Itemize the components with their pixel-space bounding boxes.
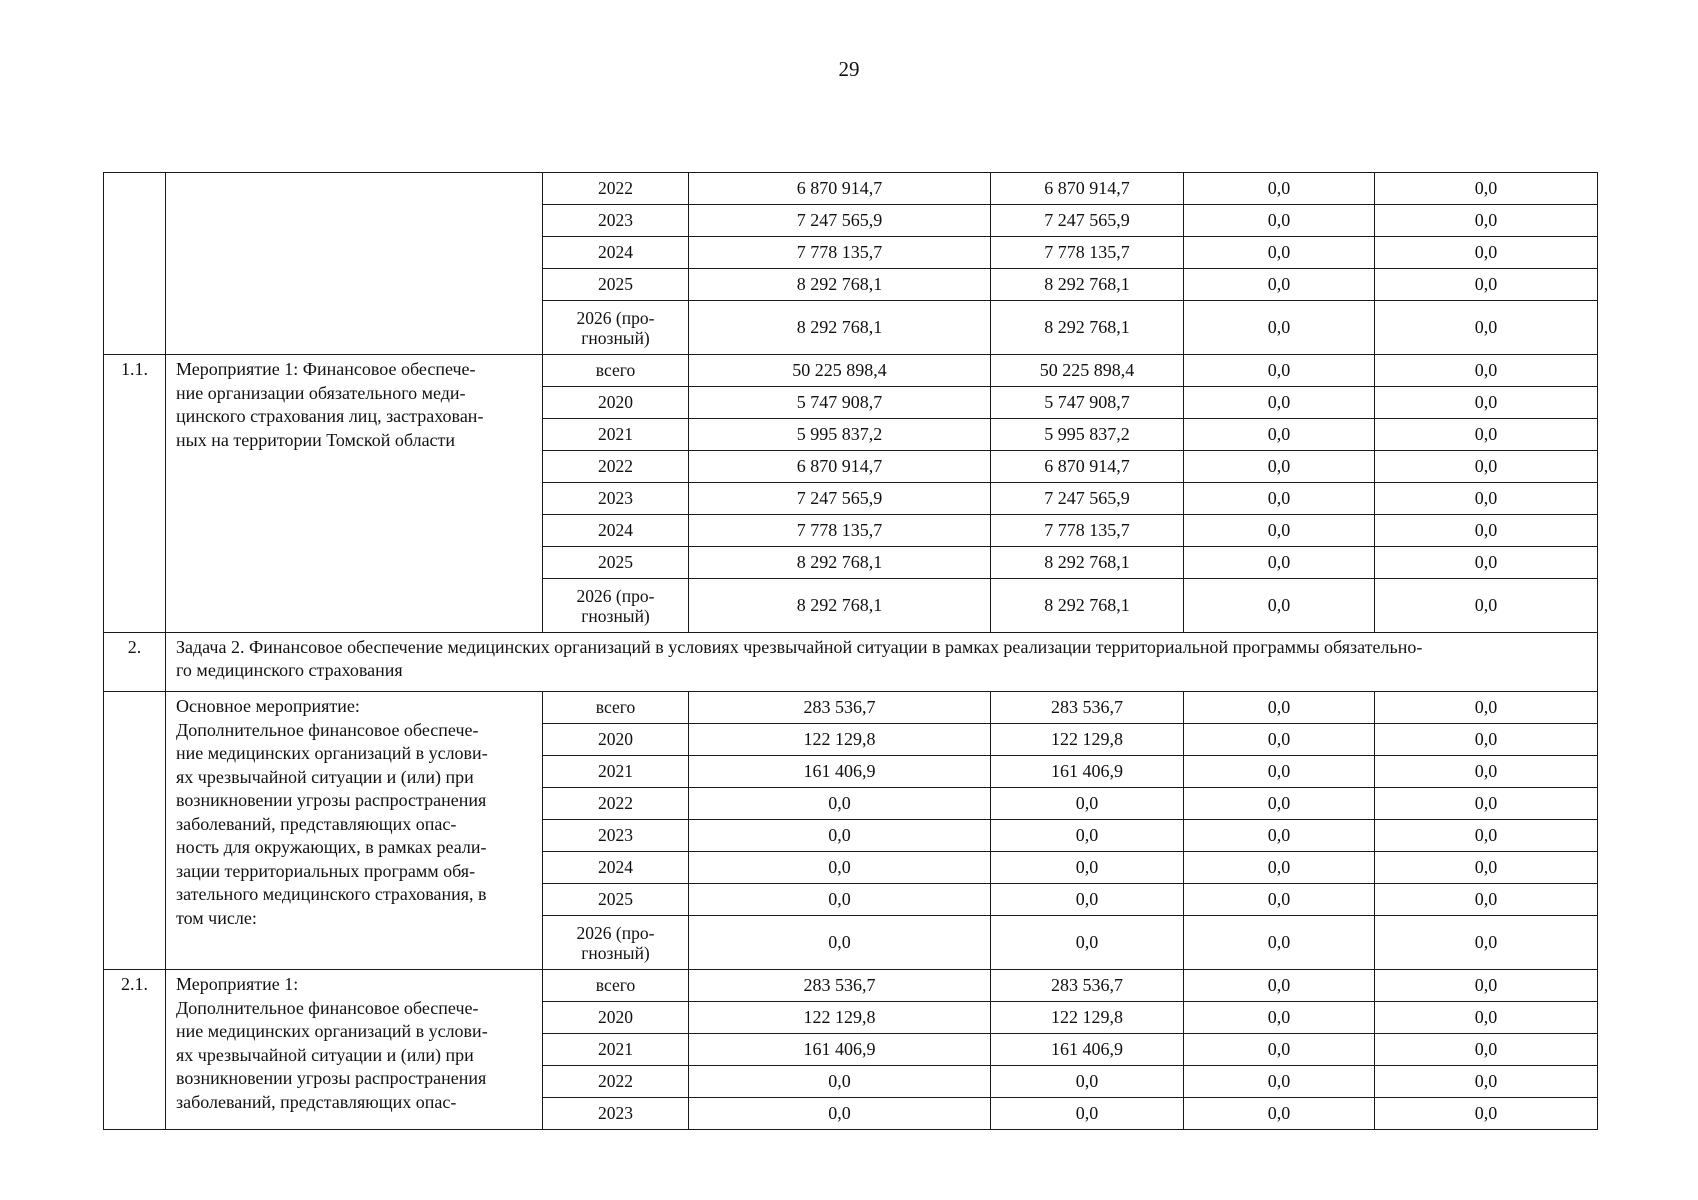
amount-cell-1: 0,0 — [689, 1066, 991, 1098]
year-label: всего — [595, 975, 636, 995]
amount-cell-2: 6 870 914,7 — [991, 451, 1184, 483]
year-label: 2023 — [598, 210, 633, 230]
item-name-line: возникновении угрозы распространения — [176, 790, 487, 810]
year-cell — [543, 884, 689, 916]
year-label: 2026 (про- — [576, 307, 655, 328]
amount-cell-2: 0,0 — [991, 1098, 1184, 1130]
year-label: 2026 (про- — [576, 585, 655, 606]
amount-cell-4: 0,0 — [1375, 1066, 1598, 1098]
amount-cell-4: 0,0 — [1375, 970, 1598, 1002]
amount-cell-3: 0,0 — [1184, 515, 1375, 547]
amount-cell-3: 0,0 — [1184, 579, 1375, 633]
item-name — [166, 970, 543, 1130]
amount-cell-3: 0,0 — [1184, 820, 1375, 852]
amount-cell-4: 0,0 — [1375, 173, 1598, 205]
amount-cell-2: 283 536,7 — [991, 692, 1184, 724]
amount-cell-2: 8 292 768,1 — [991, 579, 1184, 633]
year-label: 2024 — [598, 520, 633, 540]
year-label: 2024 — [598, 242, 633, 262]
year-cell — [543, 1098, 689, 1130]
year-cell — [543, 788, 689, 820]
table-row — [104, 970, 1598, 1002]
task-text-line: го медицинского страхования — [176, 660, 403, 680]
year-label: 2026 (про- — [576, 922, 655, 943]
year-cell — [543, 916, 689, 970]
amount-cell-1: 161 406,9 — [689, 756, 991, 788]
item-number: 1.1. — [104, 355, 166, 633]
item-name-line: зательного медицинского страхования, в — [176, 884, 487, 904]
task-text-line: Задача 2. Финансовое обеспечение медицинских организаций в условиях чрезвычайной ситуации в рамках реализации территориальной программы обязательно- — [176, 637, 1423, 657]
amount-cell-4: 0,0 — [1375, 852, 1598, 884]
amount-cell-3: 0,0 — [1184, 301, 1375, 355]
amount-cell-2: 6 870 914,7 — [991, 173, 1184, 205]
amount-cell-4: 0,0 — [1375, 820, 1598, 852]
task-row — [104, 633, 1598, 692]
amount-cell-4: 0,0 — [1375, 483, 1598, 515]
item-name-line: Мероприятие 1: — [176, 974, 299, 994]
amount-cell-2: 8 292 768,1 — [991, 301, 1184, 355]
amount-cell-4: 0,0 — [1375, 301, 1598, 355]
amount-cell-1: 0,0 — [689, 852, 991, 884]
amount-cell-1: 283 536,7 — [689, 692, 991, 724]
amount-cell-3: 0,0 — [1184, 173, 1375, 205]
amount-cell-4: 0,0 — [1375, 205, 1598, 237]
item-name-line: ях чрезвычайной ситуации и (или) при — [176, 766, 474, 787]
amount-cell-3: 0,0 — [1184, 1098, 1375, 1130]
amount-cell-4: 0,0 — [1375, 237, 1598, 269]
amount-cell-2: 0,0 — [991, 916, 1184, 970]
item-name-line: ние медицинских организаций в услови- — [176, 743, 488, 763]
amount-cell-3: 0,0 — [1184, 884, 1375, 916]
amount-cell-4: 0,0 — [1375, 1098, 1598, 1130]
amount-cell-1: 5 995 837,2 — [689, 419, 991, 451]
amount-cell-2: 161 406,9 — [991, 756, 1184, 788]
amount-cell-3: 0,0 — [1184, 756, 1375, 788]
item-name-line: ях чрезвычайной ситуации и (или) при — [176, 1044, 474, 1065]
year-label: 2021 — [598, 1039, 633, 1059]
year-cell — [543, 173, 689, 205]
amount-cell-4: 0,0 — [1375, 756, 1598, 788]
amount-cell-1: 7 247 565,9 — [689, 483, 991, 515]
amount-cell-4: 0,0 — [1375, 547, 1598, 579]
amount-cell-3: 0,0 — [1184, 724, 1375, 756]
amount-cell-2: 0,0 — [991, 1066, 1184, 1098]
amount-cell-3: 0,0 — [1184, 916, 1375, 970]
amount-cell-1: 161 406,9 — [689, 1034, 991, 1066]
amount-cell-1: 0,0 — [689, 1098, 991, 1130]
amount-cell-1: 8 292 768,1 — [689, 269, 991, 301]
item-name-line: ность для окружающих, в рамках реали- — [176, 837, 487, 857]
amount-cell-4: 0,0 — [1375, 515, 1598, 547]
task-number: 2. — [104, 633, 166, 692]
amount-cell-2: 8 292 768,1 — [991, 269, 1184, 301]
amount-cell-3: 0,0 — [1184, 419, 1375, 451]
year-cell — [543, 355, 689, 387]
year-label: 2022 — [598, 1071, 633, 1091]
amount-cell-4: 0,0 — [1375, 451, 1598, 483]
amount-cell-3: 0,0 — [1184, 852, 1375, 884]
amount-cell-1: 6 870 914,7 — [689, 451, 991, 483]
amount-cell-1: 50 225 898,4 — [689, 355, 991, 387]
amount-cell-1: 7 778 135,7 — [689, 237, 991, 269]
year-cell — [543, 820, 689, 852]
item-number: 2.1. — [104, 970, 166, 1130]
item-name-line: Мероприятие 1: Финансовое обеспече- — [176, 359, 476, 379]
item-name-line: зации территориальных программ обя- — [176, 860, 476, 881]
table-row — [104, 355, 1598, 387]
amount-cell-2: 7 247 565,9 — [991, 483, 1184, 515]
amount-cell-3: 0,0 — [1184, 387, 1375, 419]
year-label: 2025 — [598, 552, 633, 572]
year-label: 2020 — [598, 1007, 633, 1027]
year-label-cont: гнозный) — [581, 605, 650, 626]
amount-cell-4: 0,0 — [1375, 884, 1598, 916]
amount-cell-1: 0,0 — [689, 916, 991, 970]
amount-cell-1: 7 778 135,7 — [689, 515, 991, 547]
financing-table — [103, 172, 1598, 1130]
task-description — [166, 633, 1598, 692]
item-name-line: том числе: — [176, 907, 257, 928]
item-name — [166, 355, 543, 633]
year-label: 2023 — [598, 1103, 633, 1123]
year-label: всего — [595, 697, 636, 717]
amount-cell-2: 7 778 135,7 — [991, 237, 1184, 269]
year-cell — [543, 237, 689, 269]
item-name — [166, 692, 543, 970]
amount-cell-1: 0,0 — [689, 788, 991, 820]
amount-cell-3: 0,0 — [1184, 355, 1375, 387]
amount-cell-3: 0,0 — [1184, 205, 1375, 237]
amount-cell-4: 0,0 — [1375, 355, 1598, 387]
amount-cell-4: 0,0 — [1375, 788, 1598, 820]
item-name-line: заболеваний, представляющих опас- — [176, 1091, 457, 1112]
amount-cell-4: 0,0 — [1375, 692, 1598, 724]
amount-cell-1: 283 536,7 — [689, 970, 991, 1002]
item-name-line: заболеваний, представляющих опас- — [176, 813, 457, 834]
table-row — [104, 173, 1598, 205]
amount-cell-1: 0,0 — [689, 884, 991, 916]
amount-cell-1: 7 247 565,9 — [689, 205, 991, 237]
year-cell — [543, 756, 689, 788]
amount-cell-2: 0,0 — [991, 884, 1184, 916]
year-label: 2024 — [598, 857, 633, 877]
amount-cell-1: 122 129,8 — [689, 724, 991, 756]
item-number — [104, 173, 166, 355]
year-label: 2025 — [598, 274, 633, 294]
amount-cell-2: 7 247 565,9 — [991, 205, 1184, 237]
item-name-line: Дополнительное финансовое обеспече- — [176, 719, 479, 740]
amount-cell-3: 0,0 — [1184, 970, 1375, 1002]
year-cell — [543, 1002, 689, 1034]
year-cell — [543, 579, 689, 633]
amount-cell-4: 0,0 — [1375, 916, 1598, 970]
amount-cell-3: 0,0 — [1184, 788, 1375, 820]
year-label: всего — [595, 360, 636, 380]
page-number: 29 — [838, 57, 860, 81]
amount-cell-1: 0,0 — [689, 820, 991, 852]
amount-cell-3: 0,0 — [1184, 1034, 1375, 1066]
year-cell — [543, 515, 689, 547]
amount-cell-2: 5 995 837,2 — [991, 419, 1184, 451]
amount-cell-2: 0,0 — [991, 820, 1184, 852]
amount-cell-2: 7 778 135,7 — [991, 515, 1184, 547]
year-cell — [543, 387, 689, 419]
amount-cell-4: 0,0 — [1375, 1034, 1598, 1066]
amount-cell-1: 5 747 908,7 — [689, 387, 991, 419]
year-label: 2023 — [598, 488, 633, 508]
year-label: 2020 — [598, 729, 633, 749]
year-cell — [543, 724, 689, 756]
year-cell — [543, 419, 689, 451]
amount-cell-2: 50 225 898,4 — [991, 355, 1184, 387]
year-label: 2025 — [598, 889, 633, 909]
year-label: 2021 — [598, 761, 633, 781]
year-label: 2022 — [598, 456, 633, 476]
table-body — [104, 173, 1598, 1130]
year-label: 2022 — [598, 793, 633, 813]
amount-cell-2: 0,0 — [991, 852, 1184, 884]
item-name-line: ние организации обязательного меди- — [176, 382, 466, 403]
amount-cell-4: 0,0 — [1375, 269, 1598, 301]
amount-cell-3: 0,0 — [1184, 451, 1375, 483]
amount-cell-1: 8 292 768,1 — [689, 579, 991, 633]
year-cell — [543, 205, 689, 237]
amount-cell-2: 0,0 — [991, 788, 1184, 820]
amount-cell-3: 0,0 — [1184, 692, 1375, 724]
year-cell — [543, 970, 689, 1002]
amount-cell-2: 122 129,8 — [991, 724, 1184, 756]
year-label: 2022 — [598, 178, 633, 198]
amount-cell-3: 0,0 — [1184, 269, 1375, 301]
amount-cell-1: 6 870 914,7 — [689, 173, 991, 205]
year-cell — [543, 692, 689, 724]
amount-cell-1: 8 292 768,1 — [689, 547, 991, 579]
item-number — [104, 692, 166, 970]
year-cell — [543, 269, 689, 301]
year-cell — [543, 547, 689, 579]
year-label: 2023 — [598, 825, 633, 845]
year-label: 2020 — [598, 392, 633, 412]
year-label-cont: гнозный) — [581, 942, 650, 963]
year-cell — [543, 451, 689, 483]
year-cell — [543, 1066, 689, 1098]
amount-cell-1: 8 292 768,1 — [689, 301, 991, 355]
item-name — [166, 173, 543, 355]
amount-cell-2: 283 536,7 — [991, 970, 1184, 1002]
item-name-line: Дополнительное финансовое обеспече- — [176, 997, 479, 1018]
item-name-line: Основное мероприятие: — [176, 696, 360, 716]
year-label: 2021 — [598, 424, 633, 444]
year-cell — [543, 1034, 689, 1066]
amount-cell-4: 0,0 — [1375, 1002, 1598, 1034]
amount-cell-2: 8 292 768,1 — [991, 547, 1184, 579]
table-row — [104, 692, 1598, 724]
item-name-line: возникновении угрозы распространения — [176, 1068, 487, 1088]
item-name-line: ние медицинских организаций в услови- — [176, 1021, 488, 1041]
amount-cell-1: 122 129,8 — [689, 1002, 991, 1034]
amount-cell-4: 0,0 — [1375, 387, 1598, 419]
amount-cell-4: 0,0 — [1375, 724, 1598, 756]
year-cell — [543, 301, 689, 355]
amount-cell-2: 122 129,8 — [991, 1002, 1184, 1034]
amount-cell-3: 0,0 — [1184, 1066, 1375, 1098]
year-cell — [543, 852, 689, 884]
amount-cell-4: 0,0 — [1375, 579, 1598, 633]
item-name-line: ных на территории Томской области — [176, 429, 456, 450]
amount-cell-2: 5 747 908,7 — [991, 387, 1184, 419]
item-name-line: цинского страхования лиц, застрахован- — [176, 406, 484, 426]
amount-cell-3: 0,0 — [1184, 237, 1375, 269]
amount-cell-2: 161 406,9 — [991, 1034, 1184, 1066]
amount-cell-3: 0,0 — [1184, 547, 1375, 579]
year-cell — [543, 483, 689, 515]
amount-cell-3: 0,0 — [1184, 483, 1375, 515]
amount-cell-3: 0,0 — [1184, 1002, 1375, 1034]
amount-cell-4: 0,0 — [1375, 419, 1598, 451]
year-label-cont: гнозный) — [581, 327, 650, 348]
